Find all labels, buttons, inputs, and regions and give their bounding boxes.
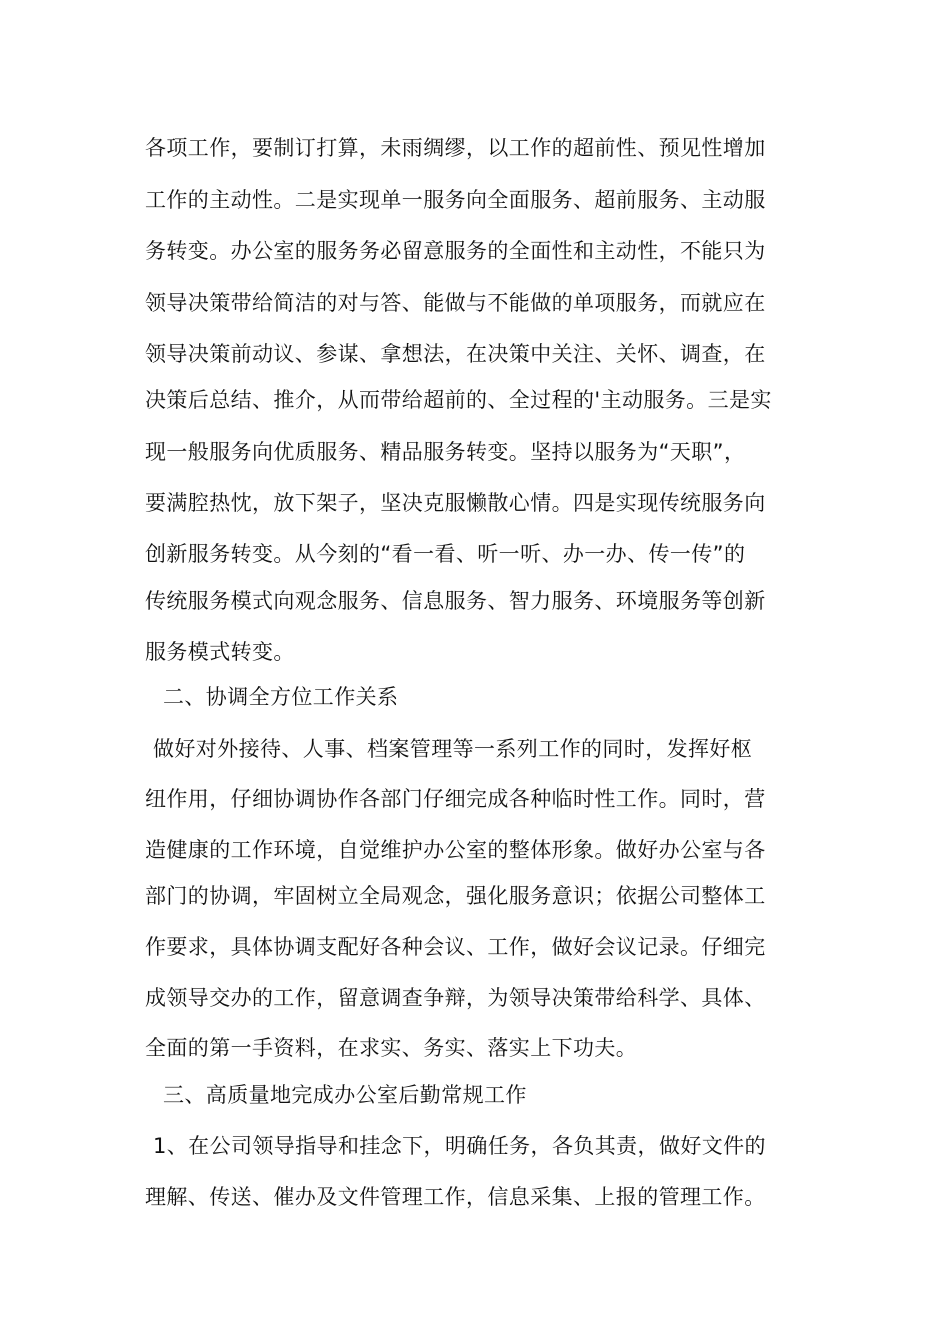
text-line: 理解、传送、催办及文件管理工作，信息采集、上报的管理工作。 — [145, 1185, 766, 1209]
text-line: 全面的第一手资料，在求实、务实、落实上下功夫。 — [145, 1036, 638, 1060]
text-line: 工作的主动性。二是实现单一服务向全面服务、超前服务、主动服 — [145, 188, 766, 212]
text-line: 要满腔热忱，放下架子，坚决克服懒散心情。四是实现传统服务向 — [145, 491, 766, 515]
text-line: 传统服务模式向观念服务、信息服务、智力服务、环境服务等创新 — [145, 589, 766, 613]
text-line: 服务模式转变。 — [145, 640, 295, 664]
text-line: 部门的协调，牢固树立全局观念，强化服务意识；依据公司整体工 — [145, 884, 766, 908]
section-heading: 三、高质量地完成办公室后勤常规工作 — [163, 1083, 527, 1107]
text-line: 领导决策带给简洁的对与答、能做与不能做的单项服务，而就应在 — [145, 291, 766, 315]
text-line: 做好对外接待、人事、档案管理等一系列工作的同时，发挥好枢 — [153, 737, 753, 761]
text-line: 造健康的工作环境，自觉维护办公室的整体形象。做好办公室与各 — [145, 838, 766, 862]
text-line: 纽作用，仔细协调协作各部门仔细完成各种临时性工作。同时，营 — [145, 787, 766, 811]
text-line: 现一般服务向优质服务、精品服务转变。坚持以服务为“天职”， — [145, 440, 746, 464]
text-line: 决策后总结、推介，从而带给超前的、全过程的'主动服务。三是实 — [145, 388, 772, 412]
text-line: 作要求，具体协调支配好各种会议、工作，做好会议记录。仔细完 — [145, 935, 766, 959]
text-line: 1、在公司领导指导和挂念下，明确任务，各负其责，做好文件的 — [153, 1134, 766, 1158]
text-line: 领导决策前动议、参谋、拿想法，在决策中关注、关怀、调查，在 — [145, 342, 766, 366]
text-line: 务转变。办公室的服务务必留意服务的全面性和主动性，不能只为 — [145, 239, 766, 263]
section-heading: 二、协调全方位工作关系 — [163, 685, 399, 709]
text-line: 各项工作，要制订打算，未雨绸缪，以工作的超前性、预见性增加 — [145, 136, 766, 160]
text-line: 创新服务转变。从今刻的“看一看、听一听、办一办、传一传”的 — [145, 542, 746, 566]
text-line: 成领导交办的工作，留意调查争辩，为领导决策带给科学、具体、 — [145, 986, 766, 1010]
